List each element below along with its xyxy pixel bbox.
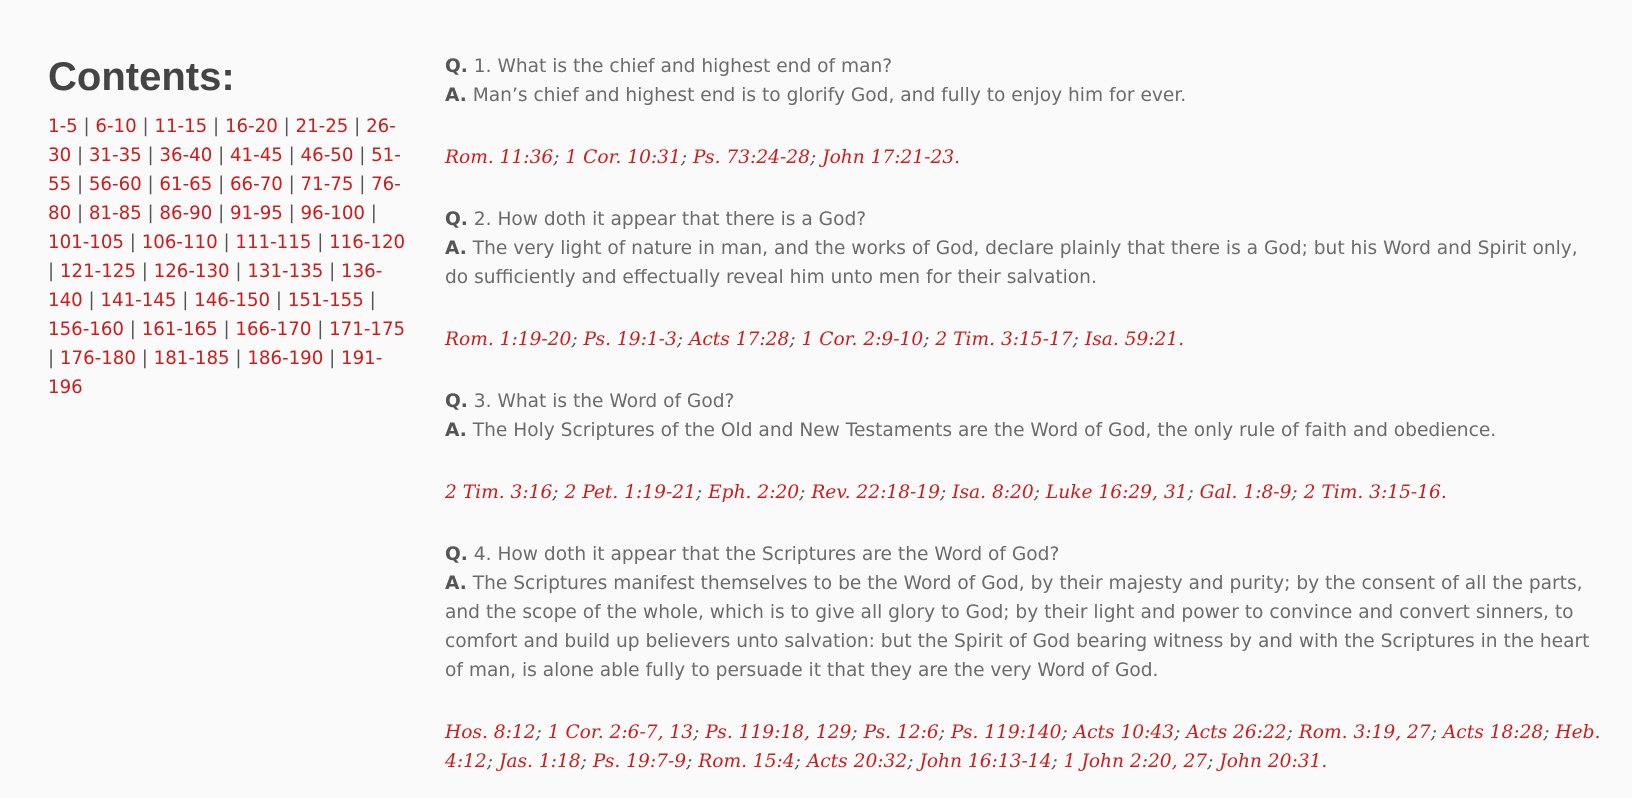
scripture-reference-link[interactable]: Hos. 8:12 — [445, 722, 536, 743]
scripture-reference-link[interactable]: 1 Cor. 2:6-7, 13 — [547, 722, 694, 743]
contents-link-81-85[interactable]: 81-85 — [88, 203, 142, 224]
reference-separator: ; — [789, 329, 802, 350]
contents-link-106-110[interactable]: 106-110 — [141, 232, 218, 253]
contents-link-116-120[interactable]: 116-120 — [329, 232, 406, 253]
scripture-reference-link[interactable]: Ps. 19:1-3 — [583, 329, 677, 350]
scripture-reference-link[interactable]: 1 Cor. 2:9-10 — [801, 329, 924, 350]
scripture-reference-link[interactable]: Rom. 1:19-20 — [445, 329, 572, 350]
reference-separator: ; — [695, 482, 709, 503]
question-line — [445, 52, 1603, 81]
contents-link-91-95[interactable]: 91-95 — [229, 203, 283, 224]
reference-separator: ; — [1430, 722, 1443, 743]
reference-separator: ; — [1033, 482, 1046, 503]
contents-separator: | — [311, 232, 330, 253]
contents-separator: | — [141, 203, 160, 224]
reference-separator: ; — [809, 147, 823, 168]
answer-line — [445, 234, 1603, 292]
question-label: Q. — [445, 544, 468, 565]
scripture-reference-link[interactable]: Eph. 2:20 — [708, 482, 800, 503]
contents-link-51-55[interactable]: 51-55 — [48, 145, 401, 195]
scripture-reference-link[interactable]: 1 John 2:20, 27 — [1063, 751, 1208, 772]
contents-separator: | — [141, 145, 160, 166]
answer-line — [445, 81, 1603, 110]
contents-separator: | — [71, 203, 89, 224]
reference-separator: ; — [552, 482, 565, 503]
contents-link-146-150[interactable]: 146-150 — [194, 290, 271, 311]
contents-link-71-75[interactable]: 71-75 — [300, 174, 354, 195]
scripture-reference-link[interactable]: Rev. 22:18-19 — [811, 482, 940, 503]
contents-link-156-160[interactable]: 156-160 — [48, 319, 124, 340]
reference-separator: ; — [938, 722, 951, 743]
reference-separator: ; — [680, 147, 694, 168]
contents-separator: | — [270, 290, 288, 311]
contents-separator: | — [323, 261, 342, 282]
scripture-reference-link[interactable]: 1 Cor. 10:31 — [565, 147, 681, 168]
contents-separator: | — [353, 145, 372, 166]
reference-separator: ; — [1187, 482, 1200, 503]
contents-link-166-170[interactable]: 166-170 — [235, 319, 312, 340]
contents-separator: | — [71, 174, 89, 195]
scripture-reference-link[interactable]: Rom. 11:36 — [445, 147, 554, 168]
scripture-reference-link[interactable]: Isa. 59:21. — [1084, 329, 1185, 350]
question-block — [445, 387, 1603, 445]
reference-separator: ; — [907, 751, 920, 772]
contents-separator: | — [77, 116, 96, 137]
contents-sidebar — [48, 52, 408, 402]
scripture-references — [445, 143, 1603, 172]
question-line — [445, 205, 1603, 234]
question-block — [445, 540, 1603, 685]
reference-separator: ; — [923, 329, 936, 350]
scripture-reference-link[interactable]: Ps. 119:140 — [950, 722, 1062, 743]
scripture-reference-link[interactable]: Acts 18:28 — [1442, 722, 1544, 743]
contents-link-86-90[interactable]: 86-90 — [159, 203, 213, 224]
contents-link-121-125[interactable]: 121-125 — [59, 261, 136, 282]
contents-link-61-65[interactable]: 61-65 — [159, 174, 213, 195]
question-text: 1. What is the chief and highest end of man? — [473, 56, 893, 77]
contents-separator: | — [363, 290, 376, 311]
answer-line — [445, 569, 1603, 685]
contents-separator: | — [124, 319, 142, 340]
scripture-reference-link[interactable]: Heb. 4:12 — [445, 722, 1601, 772]
contents-separator: | — [212, 145, 230, 166]
reference-separator: ; — [1286, 722, 1299, 743]
scripture-reference-link[interactable]: Ps. 19:7-9 — [592, 751, 687, 772]
scripture-reference-link[interactable]: John 17:21-23. — [822, 147, 961, 168]
contents-separator: | — [282, 174, 301, 195]
question-label: Q. — [445, 56, 468, 77]
contents-link-111-115[interactable]: 111-115 — [235, 232, 312, 253]
contents-link-151-155[interactable]: 151-155 — [287, 290, 364, 311]
answer-label: A. — [445, 85, 467, 106]
contents-link-186-190[interactable]: 186-190 — [247, 348, 324, 369]
contents-link-26-30[interactable]: 26-30 — [48, 116, 396, 166]
contents-separator: | — [82, 290, 101, 311]
scripture-references — [445, 325, 1603, 354]
scripture-reference-link[interactable]: 2 Tim. 3:15-17 — [935, 329, 1073, 350]
question-text: 2. How doth it appear that there is a God? — [473, 209, 867, 230]
contents-separator: | — [176, 290, 195, 311]
contents-separator: | — [48, 261, 60, 282]
reference-separator: ; — [486, 751, 499, 772]
question-line — [445, 540, 1603, 569]
scripture-reference-link[interactable]: Ps. 119:18, 129 — [705, 722, 852, 743]
reference-separator: ; — [1174, 722, 1187, 743]
scripture-references — [445, 478, 1603, 507]
reference-separator: ; — [676, 329, 689, 350]
scripture-reference-link[interactable]: Jas. 1:18 — [498, 751, 581, 772]
contents-separator: | — [229, 348, 248, 369]
scripture-reference-link[interactable]: Rom. 15:4 — [698, 751, 795, 772]
catechism-content — [445, 52, 1603, 798]
contents-link-66-70[interactable]: 66-70 — [229, 174, 283, 195]
scripture-reference-link[interactable]: Luke 16:29, 31 — [1045, 482, 1188, 503]
scripture-reference-link[interactable]: Rom. 3:19, 27 — [1298, 722, 1431, 743]
scripture-reference-link[interactable]: 2 Tim. 3:15-16. — [1303, 482, 1447, 503]
contents-link-6-10[interactable]: 6-10 — [95, 116, 137, 137]
contents-separator: | — [212, 174, 230, 195]
contents-link-136-140[interactable]: 136-140 — [48, 261, 383, 311]
contents-link-96-100[interactable]: 96-100 — [300, 203, 365, 224]
question-block — [445, 205, 1603, 292]
contents-separator: | — [229, 261, 248, 282]
answer-label: A. — [445, 238, 467, 259]
scripture-reference-link[interactable]: Ps. 73:24-28 — [693, 147, 810, 168]
contents-link-76-80[interactable]: 76-80 — [48, 174, 401, 224]
reference-separator: ; — [799, 482, 812, 503]
reference-separator: ; — [1543, 722, 1556, 743]
answer-text: The very light of nature in man, and the works of God, declare plainly that there is a God; but his Word and Spirit only, do sufficiently and effectually reveal him unto men for their salvation. — [445, 238, 1578, 288]
contents-separator: | — [212, 203, 230, 224]
reference-separator: ; — [1072, 329, 1085, 350]
contents-separator: | — [364, 203, 377, 224]
reference-separator: ; — [553, 147, 566, 168]
question-text: 3. What is the Word of God? — [473, 391, 735, 412]
contents-link-101-105[interactable]: 101-105 — [48, 232, 124, 253]
reference-separator: ; — [1051, 751, 1064, 772]
contents-separator: | — [135, 348, 154, 369]
contents-separator: | — [282, 145, 301, 166]
contents-link-126-130[interactable]: 126-130 — [153, 261, 230, 282]
reference-separator: ; — [580, 751, 593, 772]
contents-link-36-40[interactable]: 36-40 — [159, 145, 213, 166]
scripture-reference-link[interactable]: Ps. 12:6 — [863, 722, 939, 743]
contents-links — [48, 112, 408, 402]
contents-link-46-50[interactable]: 46-50 — [300, 145, 354, 166]
answer-text: The Scriptures manifest themselves to be the Word of God, by their majesty and purity; by the consent of all the parts, and the scope of the whole, which is to give all glory to God; by their light and power to convince and convert sinners, to comfort and build up believers unto salvation: but the Spirit of God bearing witness by and with the Scriptures in the heart of man, is alone able fully to persuade it that they are the very Word of God. — [445, 573, 1590, 681]
answer-label: A. — [445, 573, 467, 594]
reference-separator: ; — [794, 751, 807, 772]
reference-separator: ; — [1207, 751, 1220, 772]
contents-separator: | — [124, 232, 142, 253]
contents-link-41-45[interactable]: 41-45 — [229, 145, 283, 166]
reference-separator: ; — [939, 482, 953, 503]
scripture-reference-link[interactable]: Acts 17:28 — [688, 329, 790, 350]
contents-link-11-15[interactable]: 11-15 — [154, 116, 208, 137]
contents-separator: | — [71, 145, 89, 166]
scripture-reference-link[interactable]: John 20:31. — [1219, 751, 1328, 772]
contents-separator: | — [136, 116, 155, 137]
reference-separator: ; — [571, 329, 584, 350]
contents-separator: | — [277, 116, 296, 137]
contents-link-176-180[interactable]: 176-180 — [59, 348, 136, 369]
answer-text: Man’s chief and highest end is to glorify God, and fully to enjoy him for ever. — [472, 85, 1187, 106]
reference-separator: ; — [535, 722, 548, 743]
scripture-reference-link[interactable]: 2 Tim. 3:16 — [445, 482, 553, 503]
scripture-reference-link[interactable]: Acts 26:22 — [1186, 722, 1287, 743]
contents-separator: | — [353, 174, 372, 195]
contents-separator: | — [323, 348, 342, 369]
contents-separator: | — [48, 348, 60, 369]
question-block — [445, 52, 1603, 110]
question-text: 4. How doth it appear that the Scriptures are the Word of God? — [473, 544, 1060, 565]
answer-text: The Holy Scriptures of the Old and New Testaments are the Word of God, the only rule of faith and obedience. — [472, 420, 1497, 441]
contents-separator: | — [217, 232, 236, 253]
scripture-reference-link[interactable]: Acts 20:32 — [806, 751, 908, 772]
contents-link-171-175[interactable]: 171-175 — [329, 319, 406, 340]
question-line — [445, 387, 1603, 416]
contents-title: Contents: — [48, 55, 235, 99]
contents-link-21-25[interactable]: 21-25 — [295, 116, 349, 137]
reference-separator: ; — [1291, 482, 1304, 503]
answer-line — [445, 416, 1603, 445]
scripture-reference-link[interactable]: John 16:13-14 — [919, 751, 1052, 772]
scripture-reference-link[interactable]: Isa. 8:20 — [952, 482, 1034, 503]
contents-link-191-196[interactable]: 191-196 — [48, 348, 383, 398]
answer-label: A. — [445, 420, 467, 441]
contents-separator: | — [135, 261, 154, 282]
scripture-reference-link[interactable]: 2 Pet. 1:19-21 — [564, 482, 696, 503]
contents-separator: | — [207, 116, 225, 137]
scripture-references — [445, 718, 1603, 776]
reference-separator: ; — [851, 722, 864, 743]
contents-link-1-5[interactable]: 1-5 — [48, 116, 78, 137]
contents-link-16-20[interactable]: 16-20 — [224, 116, 278, 137]
contents-link-141-145[interactable]: 141-145 — [100, 290, 177, 311]
question-label: Q. — [445, 209, 468, 230]
contents-link-161-165[interactable]: 161-165 — [141, 319, 218, 340]
contents-link-131-135[interactable]: 131-135 — [247, 261, 324, 282]
question-label: Q. — [445, 391, 468, 412]
contents-link-181-185[interactable]: 181-185 — [153, 348, 230, 369]
reference-separator: ; — [693, 722, 706, 743]
scripture-reference-link[interactable]: Gal. 1:8-9 — [1199, 482, 1292, 503]
contents-separator: | — [217, 319, 236, 340]
scripture-reference-link[interactable]: Acts 10:43 — [1073, 722, 1175, 743]
contents-separator: | — [311, 319, 330, 340]
contents-separator: | — [282, 203, 301, 224]
reference-separator: ; — [686, 751, 699, 772]
reference-separator: ; — [1061, 722, 1074, 743]
contents-separator: | — [348, 116, 367, 137]
contents-separator: | — [141, 174, 160, 195]
contents-link-56-60[interactable]: 56-60 — [88, 174, 142, 195]
contents-link-31-35[interactable]: 31-35 — [88, 145, 142, 166]
